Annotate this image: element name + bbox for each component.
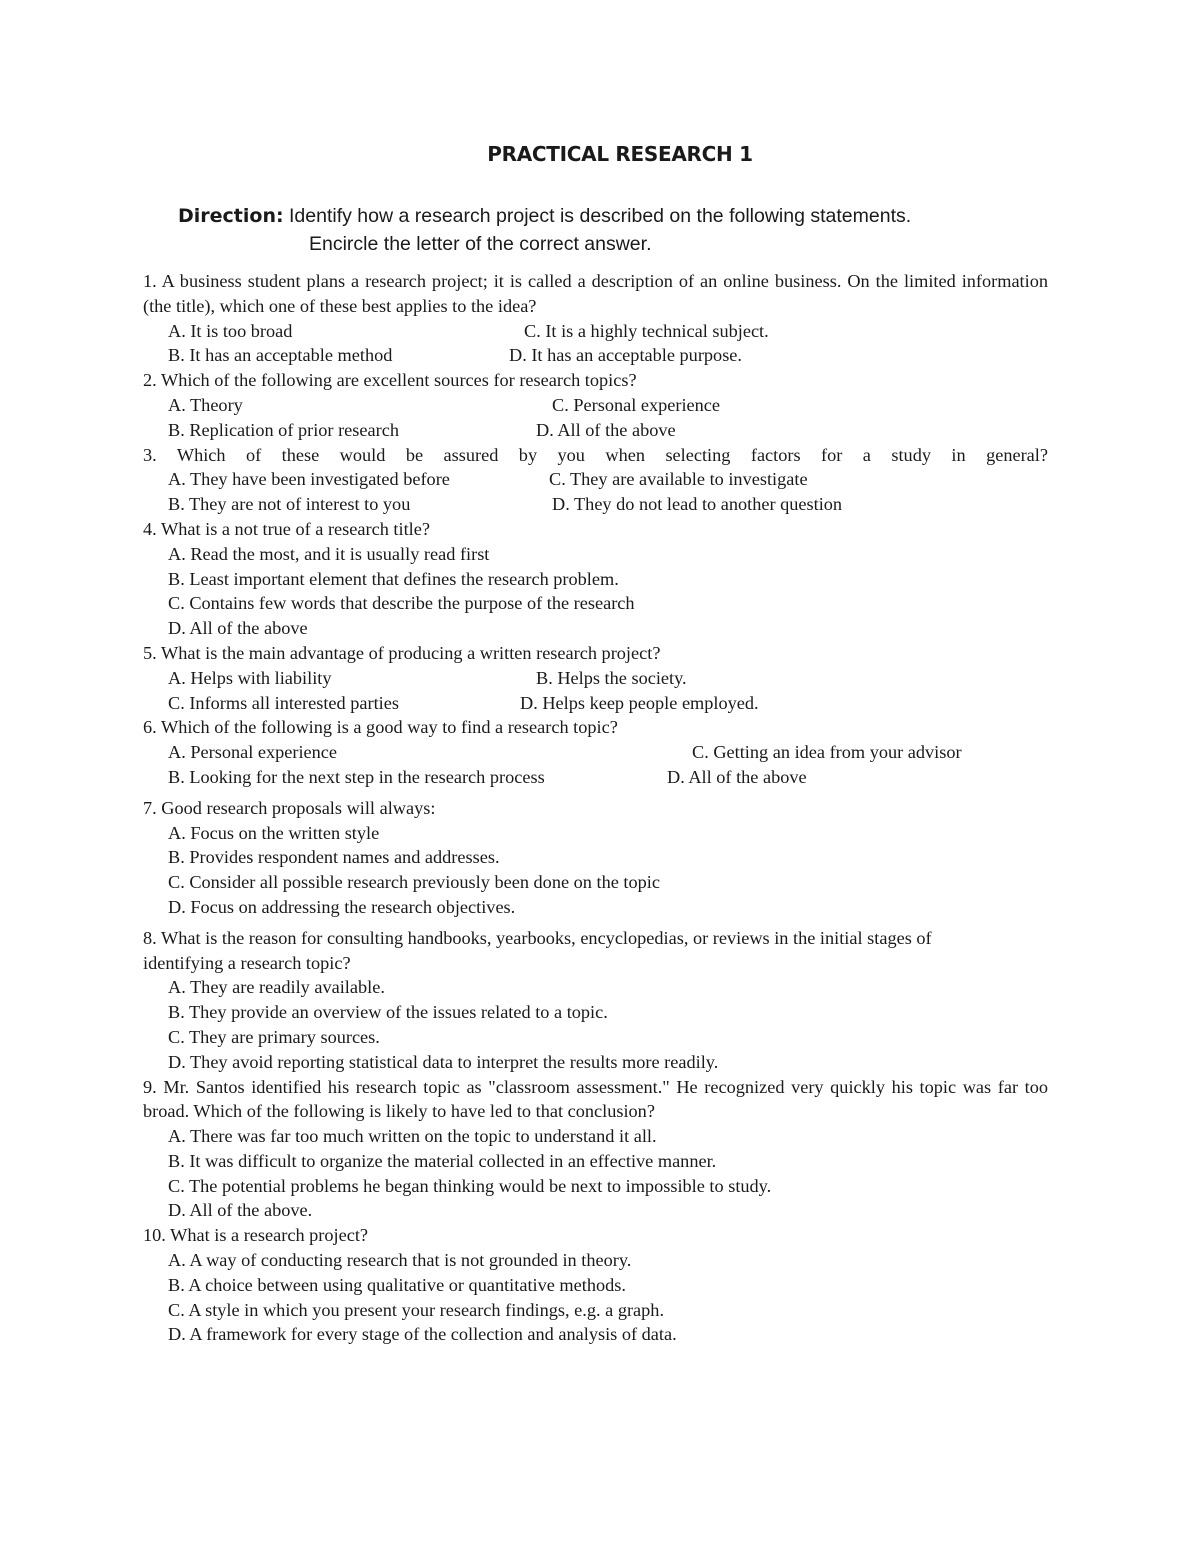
option-b: B. Provides respondent names and addresses.: [168, 847, 500, 868]
option-row: [143, 492, 1048, 517]
option-row: [143, 765, 1048, 790]
option-row: [143, 418, 1048, 443]
option-d: D. They avoid reporting statistical data to interpret the results more readily.: [168, 1051, 719, 1072]
option-row: [143, 666, 1048, 691]
question-stem: 3. Which of these would be assured by you when selecting factors for a study in general?: [143, 444, 1048, 465]
question-4: [143, 517, 1048, 641]
question-7: [143, 796, 1048, 920]
option-d: D. Helps keep people employed.: [520, 692, 759, 713]
document-title: PRACTICAL RESEARCH 1: [487, 142, 753, 166]
option-c: C. Personal experience: [552, 394, 721, 415]
option-c: C. The potential problems he began thinking would be next to impossible to study.: [168, 1175, 772, 1196]
option-a: A. Focus on the written style: [168, 822, 380, 843]
option-b: B. Helps the society.: [536, 667, 687, 688]
direction-label: Direction:: [178, 205, 284, 227]
option-a: A. Helps with liability: [168, 667, 332, 688]
option-d: D. They do not lead to another question: [552, 494, 843, 515]
option-c: C. Getting an idea from your advisor: [692, 742, 962, 763]
question-stem: 10. What is a research project?: [143, 1225, 369, 1246]
option-b: B. A choice between using qualitative or quantitative methods.: [168, 1274, 626, 1295]
option-b: B. Replication of prior research: [168, 419, 399, 440]
option-c: C. They are available to investigate: [549, 469, 808, 490]
question-stem: 2. Which of the following are excellent sources for research topics?: [143, 370, 637, 391]
option-row: [143, 393, 1048, 418]
question-stem: 8. What is the reason for consulting handbooks, yearbooks, encyclopedias, or reviews in the initial stages of identifying a research topic?: [143, 927, 932, 973]
option-c: C. Informs all interested parties: [168, 692, 399, 713]
option-b: B. It was difficult to organize the material collected in an effective manner.: [168, 1150, 717, 1171]
question-2: [143, 368, 1048, 442]
option-a: A. There was far too much written on the topic to understand it all.: [168, 1126, 657, 1147]
option-a: A. Read the most, and it is usually read first: [168, 543, 490, 564]
option-row: [143, 467, 1048, 492]
question-stem: 4. What is a not true of a research title?: [143, 518, 430, 539]
option-c: C. A style in which you present your research findings, e.g. a graph.: [168, 1299, 665, 1320]
option-d: D. It has an acceptable purpose.: [509, 345, 742, 366]
option-a: A. Theory: [168, 394, 243, 415]
option-d: D. All of the above: [168, 618, 308, 639]
question-8: [143, 926, 1048, 1075]
question-stem: 1. A business student plans a research project; it is called a description of an online business. On the limited information (the title), which one of these best applies to the idea?: [143, 271, 1048, 316]
question-9: [143, 1075, 1048, 1224]
option-a: A. A way of conducting research that is not grounded in theory.: [168, 1250, 632, 1271]
option-d: D. All of the above: [536, 419, 676, 440]
question-5: [143, 641, 1048, 715]
option-b: B. Least important element that defines the research problem.: [168, 568, 619, 589]
option-b: B. They provide an overview of the issues related to a topic.: [168, 1002, 608, 1023]
option-a: A. They are readily available.: [168, 977, 385, 998]
option-a: A. Personal experience: [168, 742, 338, 763]
direction-text-line2: Encircle the letter of the correct answer.: [309, 233, 652, 255]
option-b: B. It has an acceptable method: [168, 345, 393, 366]
question-stem: 7. Good research proposals will always:: [143, 797, 436, 818]
option-b: B. They are not of interest to you: [168, 494, 411, 515]
option-a: A. It is too broad: [168, 320, 293, 341]
question-10: [143, 1223, 1048, 1347]
direction-text-line1: Identify how a research project is described on the following statements.: [283, 205, 912, 227]
question-3: [143, 443, 1048, 517]
option-d: D. A framework for every stage of the collection and analysis of data.: [168, 1324, 677, 1345]
option-b: B. Looking for the next step in the research process: [168, 766, 545, 787]
question-stem: 5. What is the main advantage of producing a written research project?: [143, 642, 661, 663]
option-c: C. Contains few words that describe the purpose of the research: [168, 593, 635, 614]
option-d: D. All of the above.: [168, 1200, 313, 1221]
option-row: [143, 343, 1048, 368]
option-row: [143, 740, 1048, 765]
question-stem: 6. Which of the following is a good way to find a research topic?: [143, 717, 618, 738]
question-stem: 9. Mr. Santos identified his research topic as "classroom assessment." He recognized very quickly his topic was far too broad. Which of the following is likely to have led to that conclusion?: [143, 1076, 1048, 1122]
option-c: C. They are primary sources.: [168, 1026, 380, 1047]
option-a: A. They have been investigated before: [168, 469, 450, 490]
option-d: D. Focus on addressing the research objectives.: [168, 896, 516, 917]
question-1: [143, 269, 1048, 368]
question-list: [143, 269, 1048, 1347]
option-c: C. It is a highly technical subject.: [524, 320, 769, 341]
option-row: [143, 319, 1048, 344]
option-c: C. Consider all possible research previously been done on the topic: [168, 872, 660, 893]
question-6: [143, 715, 1048, 789]
option-row: [143, 691, 1048, 716]
option-d: D. All of the above: [667, 766, 807, 787]
direction-block: [178, 202, 1168, 258]
